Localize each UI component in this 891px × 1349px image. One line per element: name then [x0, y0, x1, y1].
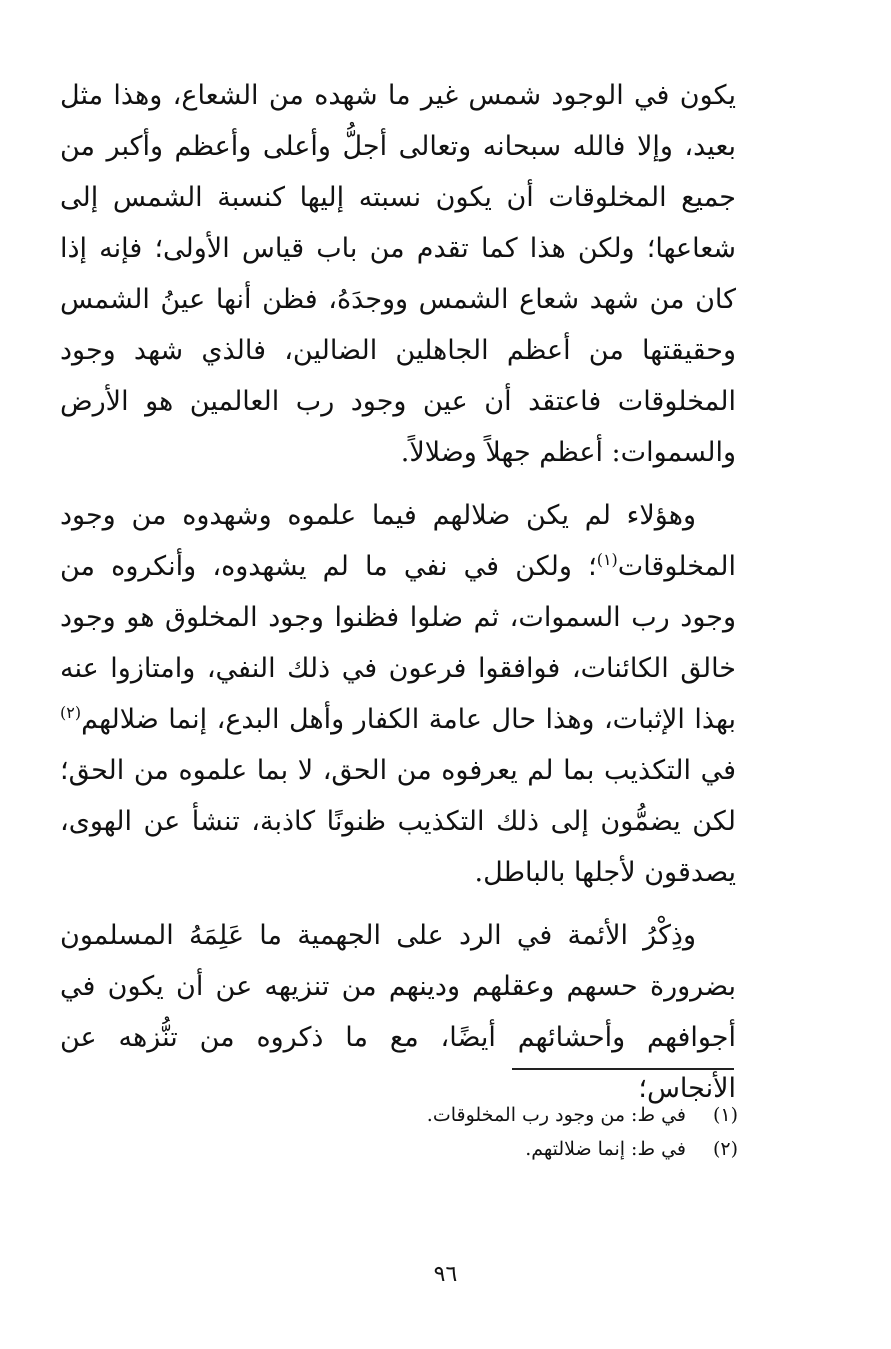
footnote-text: في ط: من وجود رب المخلوقات.: [426, 1104, 686, 1126]
paragraph-1: [60, 70, 736, 478]
footnote-1: [300, 1098, 738, 1132]
paragraph-3: [60, 910, 736, 1114]
footnote-ref-1[interactable]: (١): [596, 550, 618, 569]
paragraph-text: في التكذيب بما لم يعرفوه من الحق، لا بما علموه من الحق؛ لكن يضمُّون إلى ذلك التكذيب ظنونًا كاذبة، تنشأ عن الهوى، يصدقون لأجلها بالباطل.: [60, 755, 736, 888]
paragraph-text: ؛ ولكن في نفي ما لم يشهدوه، وأنكروه من وجود رب السموات، ثم ضلوا فظنوا وجود المخلوق هو وجود خالق الكائنات، فوافقوا فرعون في ذلك النفي، وامتازوا عنه بهذا الإثبات، وهذا حال عامة الكفار وأهل البدع، إنما ضلالهم: [60, 551, 736, 735]
footnote-2: [300, 1132, 738, 1166]
footnote-text: في ط: إنما ضلالتهم.: [525, 1138, 686, 1160]
footnote-divider: [512, 1068, 734, 1070]
paragraph-text: يكون في الوجود شمس غير ما شهده من الشعاع، وهذا مثل بعيد، وإلا فالله سبحانه وتعالى أجلُّ وأعلى وأعظم وأكبر من جميع المخلوقات أن يكون نسبته إليها كنسبة الشمس إلى شعاعها؛ ولكن هذا كما تقدم من باب قياس الأولى؛ فإنه إذا كان من شهد شعاع الشمس ووجدَهُ، فظن أنها عينُ الشمس وحقيقتها من أعظم الجاهلين الضالين، فالذي شهد وجود المخلوقات فاعتقد أن عين وجود رب العالمين هو الأرض والسموات: أعظم جهلاً وضلالاً.: [60, 80, 736, 468]
footnote-number: (٢): [712, 1138, 738, 1160]
main-text: [60, 70, 736, 1126]
paragraph-text: وهؤلاء لم يكن ضلالهم فيما علموه وشهدوه من وجود المخلوقات: [60, 500, 736, 582]
paragraph-2: [60, 490, 736, 898]
page-number: ٩٦: [433, 1262, 458, 1287]
footnote-number: (١): [712, 1104, 738, 1126]
paragraph-text: وذِكْرُ الأئمة في الرد على الجهمية ما عَلِمَهُ المسلمون بضرورة حسهم وعقلهم ودينهم من تنزيهه عن أن يكون في أجوافهم وأحشائهم أيضًا، مع ما ذكروه من تنُّزهه عن الأنجاس؛: [60, 920, 736, 1104]
footnote-ref-2[interactable]: (٢): [60, 703, 82, 722]
footnotes: [300, 1098, 738, 1166]
